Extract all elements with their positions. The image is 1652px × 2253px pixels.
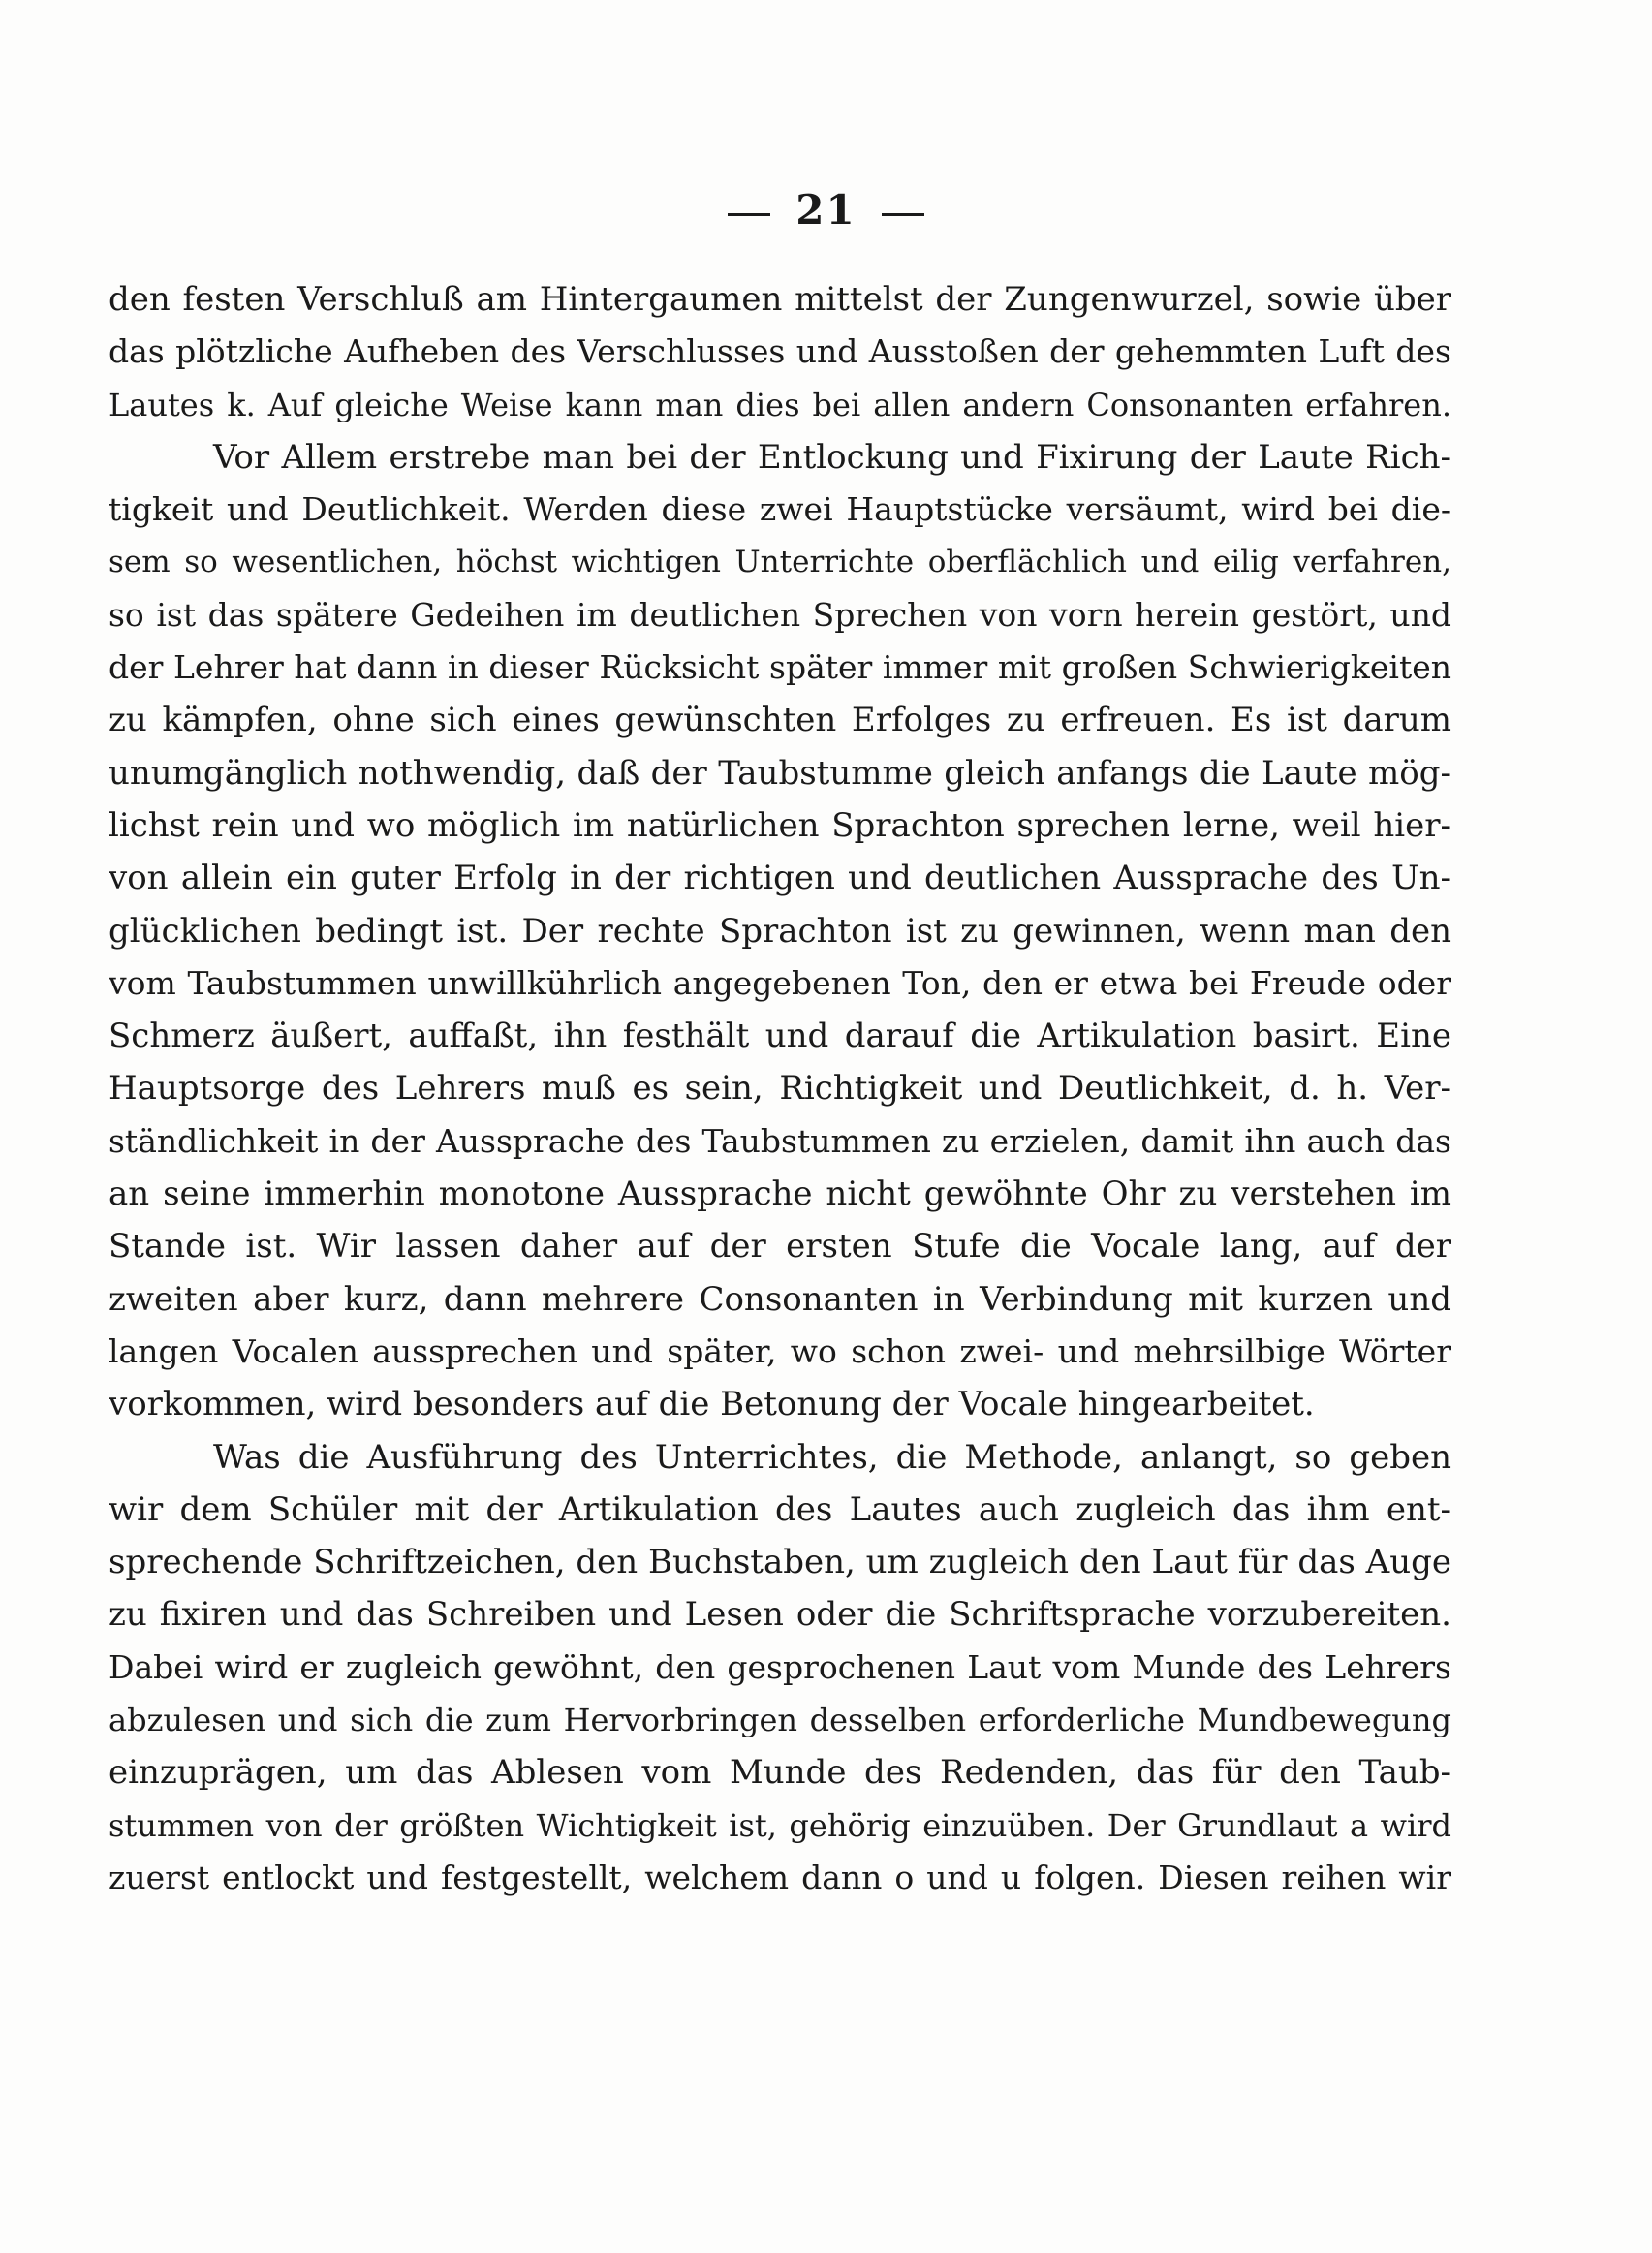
text-line: vom Taubstummen unwillkührlich angegebenen Ton, den er etwa bei Freude oder bbox=[109, 963, 1451, 1002]
text-line: unumgänglich nothwendig, daß der Taubstumme gleich anfangs die Laute mög- bbox=[109, 753, 1451, 793]
text-line: zuerst entlockt und festgestellt, welchem dann o und u folgen. Diesen reihen wir bbox=[109, 1858, 1451, 1896]
text-line: Hauptsorge des Lehrers muß es sein, Richtigkeit und Deutlichkeit, d. h. Ver- bbox=[109, 1069, 1451, 1109]
page-number: 21 bbox=[795, 186, 857, 234]
text-line: Lautes k. Auf gleiche Weise kann man dies bei allen andern Consonanten erfahren. bbox=[109, 386, 1451, 423]
text-line: abzulesen und sich die zum Hervorbringen desselben erforderliche Mundbewegung bbox=[109, 1702, 1451, 1739]
body-text bbox=[109, 273, 1451, 1904]
page-header bbox=[0, 186, 1652, 234]
text-line: Dabei wird er zugleich gewöhnt, den gesprochenen Laut vom Munde des Lehrers bbox=[109, 1647, 1451, 1686]
text-line: den festen Verschluß am Hintergaumen mittelst der Zungenwurzel, sowie über bbox=[109, 280, 1451, 319]
text-line: vorkommen, wird besonders auf die Betonung der Vocale hingearbeitet. bbox=[109, 1385, 1315, 1424]
text-line: sem so wesentlichen, höchst wichtigen Unterrichte oberflächlich und eilig verfahren, bbox=[109, 545, 1451, 580]
text-line: zu kämpfen, ohne sich eines gewünschten Erfolges zu erfreuen. Es ist darum bbox=[109, 701, 1451, 740]
text-line: einzuprägen, um das Ablesen vom Munde des Redenden, das für den Taub- bbox=[109, 1753, 1451, 1793]
text-line: tigkeit und Deutlichkeit. Werden diese zwei Hauptstücke versäumt, wird bei die- bbox=[109, 490, 1451, 529]
text-line: glücklichen bedingt ist. Der rechte Sprachton ist zu gewinnen, wenn man den bbox=[109, 911, 1451, 951]
text-line: zweiten aber kurz, dann mehrere Consonanten in Verbindung mit kurzen und bbox=[109, 1279, 1451, 1319]
text-line: zu fixiren und das Schreiben und Lesen oder die Schriftsprache vorzubereiten. bbox=[109, 1595, 1451, 1635]
text-line: der Lehrer hat dann in dieser Rücksicht später immer mit großen Schwierigkeiten bbox=[109, 648, 1451, 687]
text-line: das plötzliche Aufheben des Verschlusses und Ausstoßen der gehemmten Luft des bbox=[109, 332, 1451, 371]
text-line: so ist das spätere Gedeihen im deutlichen Sprechen von vorn herein gestört, und bbox=[109, 595, 1451, 634]
text-line: an seine immerhin monotone Aussprache nicht gewöhnte Ohr zu verstehen im bbox=[109, 1174, 1451, 1214]
text-line: Vor Allem erstrebe man bei der Entlockung und Fixirung der Laute Rich- bbox=[213, 437, 1451, 477]
text-line: ständlichkeit in der Aussprache des Taubstummen zu erzielen, damit ihn auch das bbox=[109, 1121, 1451, 1160]
header-dash-left bbox=[728, 213, 770, 216]
header-dash-right bbox=[882, 213, 924, 216]
text-line: Schmerz äußert, auffaßt, ihn festhält und darauf die Artikulation basirt. Eine bbox=[109, 1017, 1451, 1056]
text-line: langen Vocalen aussprechen und später, wo schon zwei- und mehrsilbige Wörter bbox=[109, 1331, 1451, 1370]
text-line: Stande ist. Wir lassen daher auf der ersten Stufe die Vocale lang, auf der bbox=[109, 1227, 1451, 1267]
text-line: stummen von der größten Wichtigkeit ist, gehörig einzuüben. Der Grundlaut a wird bbox=[109, 1806, 1451, 1844]
text-line: wir dem Schüler mit der Artikulation des Lautes auch zugleich das ihm ent- bbox=[109, 1489, 1451, 1529]
text-line: von allein ein guter Erfolg in der richtigen und deutlichen Aussprache des Un- bbox=[109, 859, 1451, 898]
text-line: lichst rein und wo möglich im natürlichen Sprachton sprechen lerne, weil hier- bbox=[109, 805, 1451, 845]
text-line: sprechende Schriftzeichen, den Buchstaben, um zugleich den Laut für das Auge bbox=[109, 1543, 1451, 1582]
text-line: Was die Ausführung des Unterrichtes, die Methode, anlangt, so geben bbox=[213, 1437, 1451, 1477]
